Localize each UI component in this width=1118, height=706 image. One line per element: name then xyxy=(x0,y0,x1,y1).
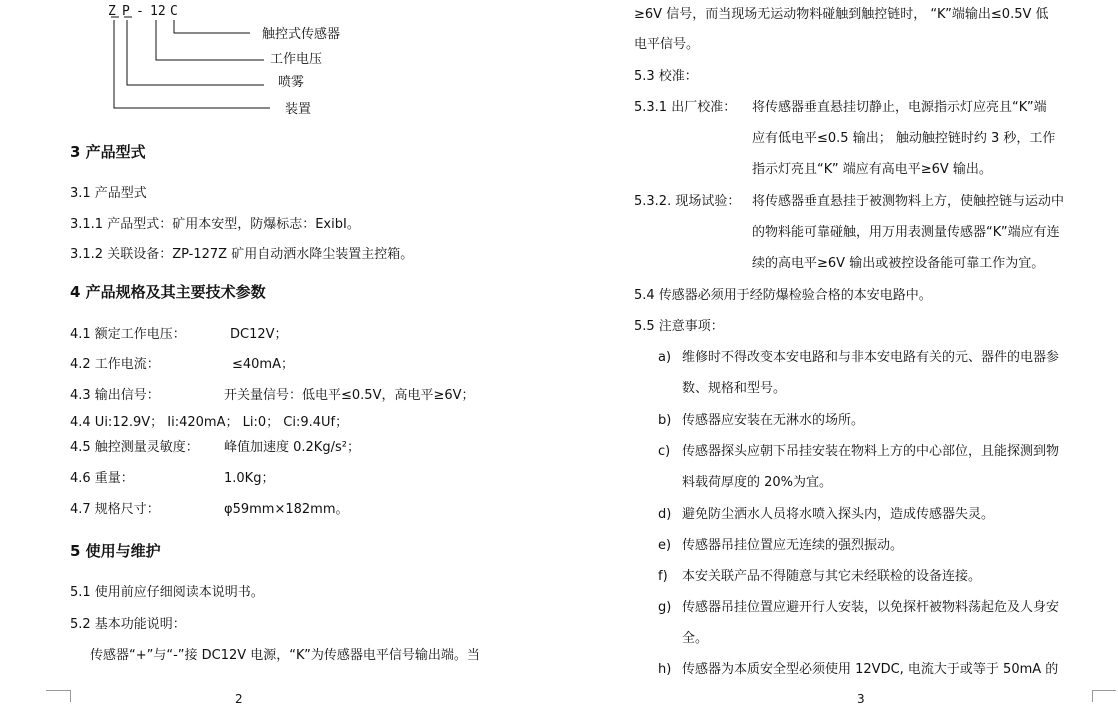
section-5-3: 5.3 校准： xyxy=(634,69,698,84)
section-5-5: 5.5 注意事项： xyxy=(634,319,724,334)
note-a-line-2: 数、规格和型号。 xyxy=(682,381,787,396)
spec-4-6-label: 4.6 重量： xyxy=(70,471,134,486)
note-c-line-1: 传感器探头应朝下吊挂安装在物料上方的中心部位，且能探测到物 xyxy=(682,444,1060,459)
note-f-line-1: 本安关联产品不得随意与其它未经联检的设备连接。 xyxy=(682,569,982,584)
section-5-heading: 5 使用与维护 xyxy=(70,542,161,560)
right-cont-line-2: 电平信号。 xyxy=(634,37,700,52)
spec-4-6-value: 1.0Kg； xyxy=(224,471,275,486)
spec-4-5-label: 4.5 触控测量灵敏度： xyxy=(70,440,199,455)
crop-mark-left xyxy=(46,690,70,691)
section-5-3-1-line-1: 将传感器垂直悬挂切静止，电源指示灯应亮且“K”端 xyxy=(752,100,1047,115)
section-3-1-1: 3.1.1 产品型式：矿用本安型，防爆标志：ExibI。 xyxy=(70,217,360,232)
section-5-3-2-label: 5.3.2. 现场试验： xyxy=(634,194,741,209)
code-label-sensor: 触控式传感器 xyxy=(262,27,341,42)
note-d-marker: d) xyxy=(658,507,672,522)
note-e-line-1: 传感器吊挂位置应无连续的强烈振动。 xyxy=(682,538,904,553)
section-5-3-1-label: 5.3.1 出厂校准： xyxy=(634,100,737,115)
note-a-line-1: 维修时不得改变本安电路和与非本安电路有关的元、器件的电器参 xyxy=(682,350,1060,365)
note-c-marker: c) xyxy=(658,444,671,459)
code-char-12: 12 xyxy=(150,4,166,19)
note-d-line-1: 避免防尘洒水人员将水喷入探头内，造成传感器失灵。 xyxy=(682,507,995,522)
code-label-spray: 喷雾 xyxy=(278,75,305,90)
section-5-4: 5.4 传感器必须用于经防爆检验合格的本安电路中。 xyxy=(634,288,932,303)
section-5-3-1-line-3: 指示灯亮且“K” 端应有高电平≥6V 输出。 xyxy=(752,162,992,177)
spec-4-3-value: 开关量信号：低电平≤0.5V，高电平≥6V； xyxy=(224,388,475,403)
page-number-right: 3 xyxy=(857,692,865,706)
spec-4-4-label: 4.4 Ui:12.9V； Ii:420mA； Li:0； Ci:9.4Uf； xyxy=(70,415,349,430)
section-5-2-text: 传感器“+”与“-”接 DC12V 电源，“K”为传感器电平信号输出端。当 xyxy=(90,648,480,663)
code-char-c: C xyxy=(170,4,178,19)
spec-4-5-value: 峰值加速度 0.2Kg/s²； xyxy=(224,440,360,455)
spec-4-7-value: φ59mm×182mm。 xyxy=(224,502,349,517)
note-g-line-2: 全。 xyxy=(682,631,709,646)
note-h-line-1: 传感器为本质安全型必须使用 12VDC, 电流大于或等于 50mA 的 xyxy=(682,662,1059,677)
code-char-z: Z xyxy=(108,4,116,19)
note-b-marker: b) xyxy=(658,413,672,428)
right-cont-line-1: ≥6V 信号，而当现场无运动物料碰触到触控链时， “K”端输出≤0.5V 低 xyxy=(634,7,1049,22)
section-3-heading: 3 产品型式 xyxy=(70,143,146,161)
spec-4-1-value: DC12V； xyxy=(230,327,288,342)
crop-mark-right-v xyxy=(1092,690,1093,702)
section-5-1: 5.1 使用前应仔细阅读本说明书。 xyxy=(70,585,264,600)
spec-4-2-label: 4.2 工作电流： xyxy=(70,357,160,372)
crop-mark-right xyxy=(1092,690,1116,691)
note-c-line-2: 料载荷厚度的 20%为宜。 xyxy=(682,475,833,490)
code-label-device: 装置 xyxy=(285,102,312,117)
note-g-marker: g) xyxy=(658,600,672,615)
section-5-3-1-line-2: 应有低电平≤0.5 输出； 触动触控链时约 3 秒，工作 xyxy=(752,131,1056,146)
crop-mark-left-v xyxy=(70,690,71,702)
note-b-line-1: 传感器应安装在无淋水的场所。 xyxy=(682,413,865,428)
note-a-marker: a) xyxy=(658,350,672,365)
spec-4-3-label: 4.3 输出信号： xyxy=(70,388,160,403)
code-char-dash: - xyxy=(136,4,144,19)
note-e-marker: e) xyxy=(658,538,672,553)
spec-4-1-label: 4.1 额定工作电压： xyxy=(70,327,186,342)
code-char-p: P xyxy=(122,4,130,19)
section-5-3-2-line-1: 将传感器垂直悬挂于被测物料上方，使触控链与运动中 xyxy=(752,194,1065,209)
code-label-voltage: 工作电压 xyxy=(270,52,323,67)
section-3-1: 3.1 产品型式 xyxy=(70,186,147,201)
section-3-1-2: 3.1.2 关联设备：ZP-127Z 矿用自动洒水降尘装置主控箱。 xyxy=(70,247,414,262)
note-g-line-1: 传感器吊挂位置应避开行人安装，以免探杆被物料荡起危及人身安 xyxy=(682,600,1060,615)
page-number-left: 2 xyxy=(235,692,243,706)
section-4-heading: 4 产品规格及其主要技术参数 xyxy=(70,283,266,301)
section-5-3-2-line-3: 续的高电平≥6V 输出或被控设备能可靠工作为宜。 xyxy=(752,256,1045,271)
spec-4-7-label: 4.7 规格尺寸： xyxy=(70,502,160,517)
section-5-2: 5.2 基本功能说明： xyxy=(70,617,186,632)
spec-4-2-value: ≤40mA； xyxy=(232,357,294,372)
note-f-marker: f) xyxy=(658,569,668,584)
note-h-marker: h) xyxy=(658,662,672,677)
section-5-3-2-line-2: 的物料能可靠碰触，用万用表测量传感器“K”端应有连 xyxy=(752,225,1060,240)
